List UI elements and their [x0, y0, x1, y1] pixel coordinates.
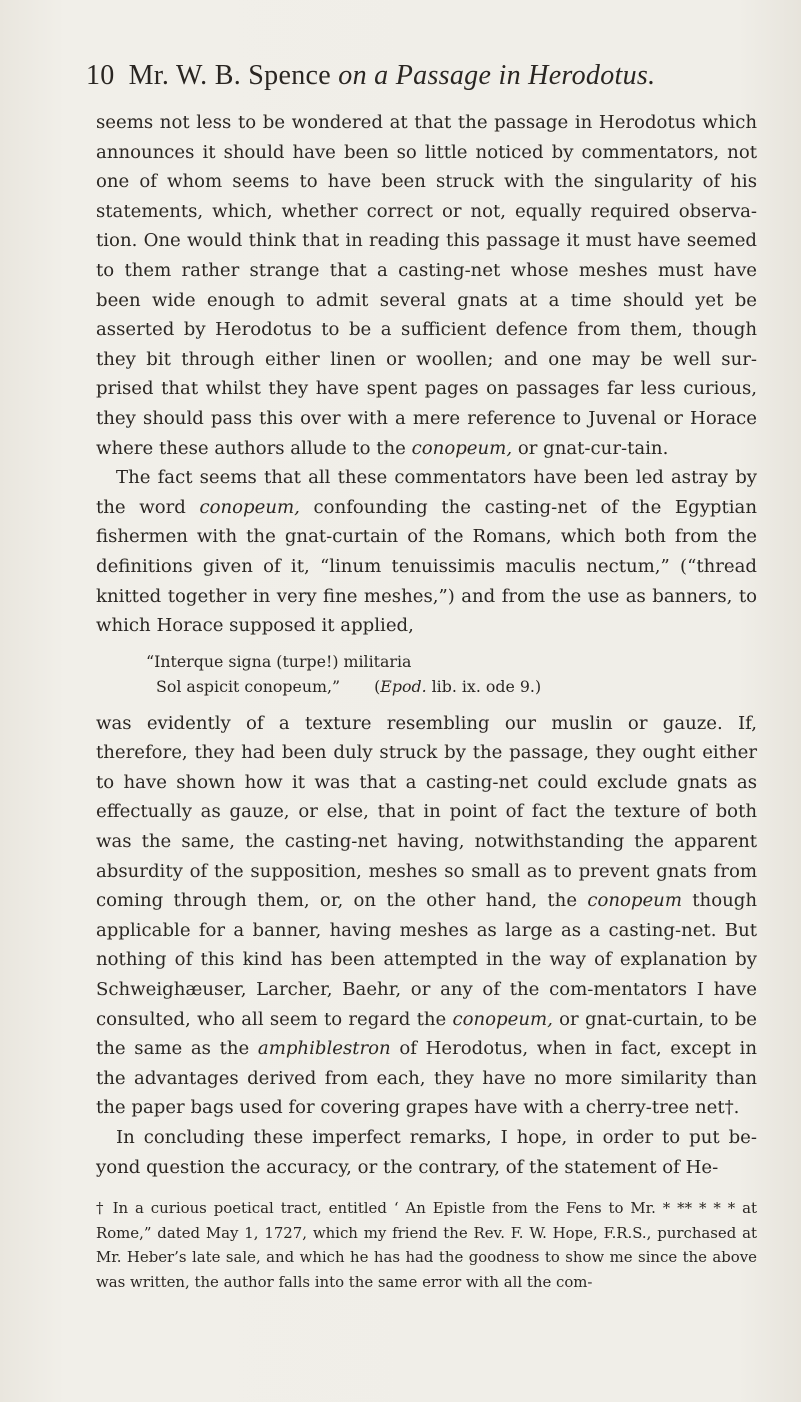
paragraph-4: In concluding these imperfect remarks, I hope, in order to put be-yond question the accuracy, or the contrary, of the statement of He- [96, 1127, 757, 1178]
quote-reference [374, 677, 541, 696]
main-text-continued [96, 709, 757, 1183]
main-text [96, 108, 757, 641]
paragraph-3-emphasis-3: amphiblestron [257, 1038, 391, 1060]
paragraph-2-text-a: The fact seems that all these commentators have been led astray by the word [96, 467, 757, 518]
quote-line-1: “Interque signa (turpe!) militaria [146, 651, 412, 671]
paragraph-3-text-a: was evidently of a texture resembling our muslin or gauze. If, therefore, they had been duly struck by the passage, they ought either to have shown how it was that a casting-net could exclude gnats as effectually as gauze, or else, that in point of fact the texture of both was the same, the casting-net having, notwithstanding the apparent absurdity of the supposition, meshes so small as to prevent gnats from coming through them, or, on the other hand, the [96, 712, 757, 912]
paragraph-3-text-c: or gnat-curtain, to be the same as the [96, 1008, 757, 1060]
paragraph-3-emphasis-2: conopeum, [452, 1008, 553, 1030]
paragraph-3-text-d: of Herodotus, when in fact, except in the advantages derived from each, they have no more similarity than the paper bags used for covering grapes have with a cherry-tree net†. [96, 1038, 757, 1119]
page-number: 10 [86, 60, 115, 91]
quote-reference-rest: lib. ix. ode 9.) [426, 676, 542, 696]
running-head [86, 62, 757, 90]
running-head-author: Mr. W. B. Spence [128, 60, 331, 91]
footnote: † In a curious poetical tract, entitled ‘ An Epistle from the Fens to Mr. * ** * * * at Rome,” dated May 1, 1727, which my friend the Rev. F. W. Hope, F.R.S., purchased at Mr. Heber’s late sale, and which he has had the goodness to show me since the above was written, the author falls into the same error with all the com- [96, 1199, 757, 1291]
verse-quotation [146, 649, 757, 699]
paragraph-3-emphasis-1: conopeum [587, 890, 682, 912]
paragraph-1-text-b: or gnat-cur-tain. [512, 437, 669, 459]
paragraph-1-emphasis: conopeum, [411, 437, 513, 459]
paragraph-2-emphasis: conopeum, [199, 496, 300, 518]
paragraph-3-text-b: though applicable for a banner, having meshes as large as a casting-net. But nothing of this kind has been attempted in the way of explanation by Schweighæuser, Larcher, Baehr, or any of the com-mentators I have consulted, who all seem to regard the [96, 890, 757, 1030]
paragraph-3 [96, 709, 757, 1123]
quote-line-2-text: Sol aspicit conopeum,” [156, 676, 341, 696]
paragraph-1 [96, 108, 757, 463]
paragraph-2-text-b: confounding the casting-net of the Egyptian fishermen with the gnat-curtain of the Romans, which both from the definitions given of it, “linum tenuissimis maculis nectum,” (“thread knitted together in very fine meshes,”) and from the use as banners, to which Horace supposed it applied, [96, 496, 757, 637]
paragraph-1-text-a: seems not less to be wondered at that the passage in Herodotus which announces it should have been so little noticed by commentators, not one of whom seems to have been struck with the singularity of his statements, which, whether correct or not, equally required observa-tion. One would think that in reading this passage it must have seemed to them rather strange that a casting-net whose meshes must have been wide enough to admit several gnats at a time should yet be asserted by Herodotus to be a sufficient defence from them, though they bit through either linen or woollen; and one may be well sur-prised that whilst they have spent pages on passages far less curious, they should pass this over with a mere reference to Juvenal or Horace where these authors allude to the [96, 112, 757, 459]
quote-line-2 [146, 674, 757, 699]
running-head-title: on a Passage in Herodotus. [338, 60, 656, 91]
paragraph-2 [96, 463, 757, 641]
quote-reference-work: Epod. [380, 676, 427, 696]
quote-reference-open: ( [374, 676, 381, 696]
